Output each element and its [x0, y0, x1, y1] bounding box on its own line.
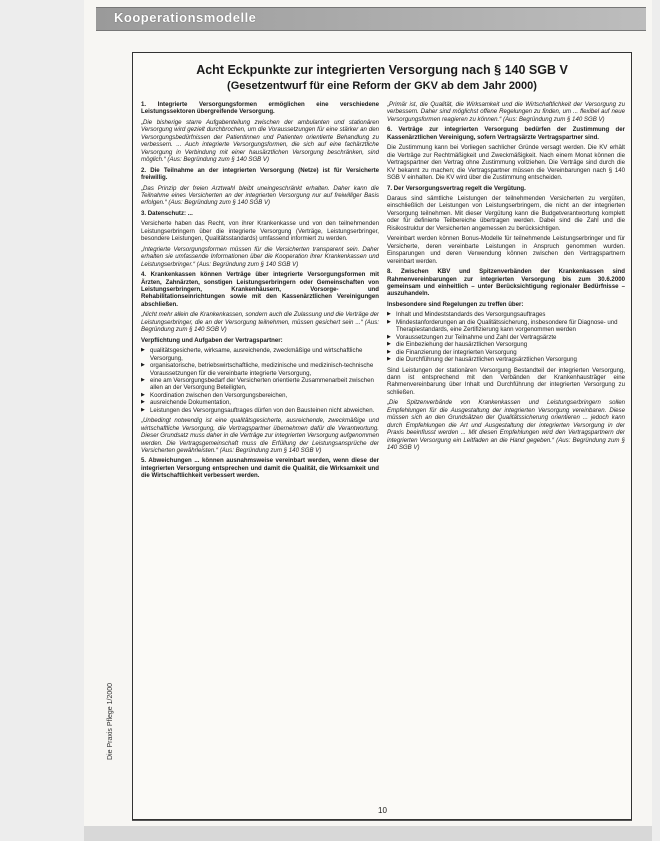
point-2-heading: 2. Die Teilnahme an der integrierten Versorgung (Netze) ist für Versicherte freiwillig.	[141, 166, 379, 182]
article-box	[132, 52, 632, 820]
point-8-heading: 8. Zwischen KBV und Spitzenverbänden der Krankenkassen sind Rahmenvereinbarungen zur integrierten Versorgung bis zum 30.6.2000 gemeinsam und einheitlich – unter Berücksichtigung regionaler Bedürfnisse – auszuhandeln.	[387, 268, 625, 298]
point-8-body: Sind Leistungen der stationären Versorgung Bestandteil der integrierten Versorgung, dann ist entsprechend mit den Verbänden der Krankenhausträger eine Rahmenvereinbarung über Inhalt und Durchführung der integrierten Versorgung zu schließen.	[387, 366, 625, 396]
article-subtitle: (Gesetzentwurf für eine Reform der GKV ab dem Jahr 2000)	[227, 80, 537, 92]
point-3-quote: „Integrierte Versorgungsformen müssen für die Versicherten transparent sein. Daher erhalten sie umfassende Informationen über die Kooperation ihrer Krankenkassen und Leistungserbringer.“ (Aus: Begründung zum § 140 SGB V)	[141, 245, 379, 268]
list-item: ▶ qualitätsgesicherte, wirksame, ausreichende, zweckmäßige und wirtschaftliche Versorgung,	[150, 347, 379, 362]
list-item: ▶ Leistungen des Versorgungsauftrages dürfen von den Bausteinen nicht abweichen.	[150, 407, 379, 414]
article-title: Acht Eckpunkte zur integrierten Versorgung nach § 140 SGB V	[196, 63, 568, 77]
list-item: ▶ ausreichende Dokumentation,	[150, 399, 379, 406]
bottom-rule	[132, 820, 632, 821]
point-3-heading: 3. Datenschutz: ...	[141, 209, 193, 217]
point-4-quote: „Nicht mehr allein die Krankenkassen, sondern auch die Zulassung und die Verträge der Leistungserbringer, die an der Versorgung teilnehmen, müssen gesichert sein ...“ (Aus: Begründung zum § 140 SGB V)	[141, 311, 379, 334]
point-4-quote-2: „Unbedingt notwendig ist eine qualitätsgesicherte, ausreichende, zweckmäßige und wirtschaftliche Versorgung, die Vertragspartner übernehmen dafür die Verantwortung. Dieser Grundsatz muss daher in die Verträge zur integrierten Versorgung aufgenommen werden. Die Vertragsgemeinschaft muss die Erfüllung der Leistungsansprüche der Versicherten gewährleisten.“ (Aus: Begründung zum § 140 SGB V)	[141, 417, 379, 455]
regulations-heading: Insbesondere sind Regelungen zu treffen über:	[387, 300, 524, 308]
left-column	[141, 101, 379, 815]
list-item: ▶ Voraussetzungen zur Teilnahme und Zahl der Vertragsärzte	[396, 334, 625, 341]
page-number: 10	[378, 806, 387, 815]
point-6-body: Die Zustimmung kann bei Vorliegen sachlicher Gründe versagt werden. Die KV erhält die Verträge zur Rechtmäßigkeit und Zweckmäßigkeit. Nach einem Monat können die Vertragspartner den Vertrag ohne Zustimmung vollziehen. Die Verträge sind durch die KV bekannt zu machen; die Vertragspartner müssen die Vereinbarungen nach § 140 SGB V einhalten. Die KV wird über die Zustimmung entscheiden.	[387, 144, 625, 182]
list-item: ▶ Koordination zwischen den Versorgungsbereichen,	[150, 392, 379, 399]
point-8-quote: „Die Spitzenverbände von Krankenkassen und Leistungserbringern sollen Empfehlungen für die Ausgestaltung der integrierten Versorgung vereinbaren. Diese müssen sich an den Grundsätzen der Qualitätssicherung orientieren ... jedoch kann durch Empfehlungen die Art und Ausgestaltung der integrierten Versorgung in der Praxis beeinflusst werden ... Mit diesen Empfehlungen wird den Vertragspartnern der integrierten Versorgung ein Leitfaden an die Hand gegeben.“ (Aus: Begründung zum § 140 SGB V)	[387, 399, 625, 452]
obligations-heading: Verpflichtung und Aufgaben der Vertragspartner:	[141, 336, 283, 344]
list-item: ▶ die Durchführung der hausärztlichen vertragsärztlichen Versorgung	[396, 356, 625, 363]
page-shadow	[84, 826, 652, 841]
section-header	[96, 7, 646, 31]
point-4-heading: 4. Krankenkassen können Verträge über integrierte Versorgungsformen mit Ärzten, Zahnärzten, sonstigen Leistungserbringern oder Gemeinschaften von Leistungserbringern, Krankenhäusern, Vorsorge- und Rehabilitationseinrichtungen sowie mit den Kassenärztlichen Vereinigungen abschließen.	[141, 271, 379, 308]
right-column	[387, 101, 625, 815]
obligations-list	[141, 347, 379, 414]
point-7-heading: 7. Der Versorgungsvertrag regelt die Vergütung.	[387, 184, 526, 192]
point-3-body: Versicherte haben das Recht, von ihrer Krankenkasse und von den teilnehmenden Leistungserbringern über die integrierte Versorgung (Verträge, Leistungserbringer, besondere Leistungen, Qualitätsstandards) umfassend informiert zu werden.	[141, 220, 379, 243]
list-item: ▶ organisatorische, betriebswirtschaftliche, medizinische und medizinisch-technische Voraussetzungen für die vereinbarte integrierte Versorgung,	[150, 362, 379, 377]
list-item: ▶ Mindestanforderungen an die Qualitätssicherung, insbesondere für Diagnose- und Therapiestandards, eine Zertifizierung kann vorgenommen werden	[396, 319, 625, 334]
list-item: ▶ Inhalt und Mindeststandards des Versorgungsauftrages	[396, 311, 625, 318]
section-title: Kooperationsmodelle	[114, 10, 257, 25]
point-5-quote: „Primär ist, die Qualität, die Wirksamkeit und die Wirtschaftlichkeit der Versorgung zu verbessern. Daher sind möglichst offene Regelungen zu finden, um ... flexibel auf neue Versorgungsformen reagieren zu können.“ (Aus: Begründung zum § 140 SGB V)	[387, 101, 625, 123]
regulations-list	[387, 311, 625, 363]
point-5-heading: 5. Abweichungen ... können ausnahmsweise vereinbart werden, wenn diese der integrierten Versorgung entsprechen und damit die Qualität, die Wirksamkeit und die Wirtschaftlichkeit verbessert werden.	[141, 457, 379, 480]
side-credit: Die Praxis Pflege 1/2000	[107, 682, 114, 760]
list-item: ▶ eine am Versorgungsbedarf der Versicherten orientierte Zusammenarbeit zwischen allen an der Versorgung Beteiligten,	[150, 377, 379, 392]
point-2-quote: „Das Prinzip der freien Arztwahl bleibt uneingeschränkt erhalten. Daher kann die Teilnahme eines Versicherten an der integrierten Versorgung nur auf freiwilliger Basis erfolgen.“ (Aus: Begründung zum § 140 SGB V)	[141, 184, 379, 207]
point-7-body: Daraus sind sämtliche Leistungen der teilnehmenden Versicherten zu vergüten, einschließlich der Leistungen von Leistungserbringern, die nicht an der integrierten Versorgung teilnehmen. Mit dieser Vergütung kann die Budgetverantwortung komplett oder für definierte Teilbereiche übertragen werden. Dabei sind die Zahl und die Risikostruktur der Versicherten angemessen zu berücksichtigen.	[387, 194, 625, 232]
point-7-body-2: Vereinbart werden können Bonus-Modelle für teilnehmende Leistungserbringer und für Versicherte, deren vereinbarte Leistungen in Anspruch genommen wurden. Einsparungen und deren Verwendung können zwischen den Vertragspartnern vereinbart werden.	[387, 235, 625, 265]
list-item: ▶ die Finanzierung der integrierten Versorgung	[396, 349, 625, 356]
point-1-quote: „Die bisherige starre Aufgabenteilung zwischen der ambulanten und stationären Versorgung wird gezielt durchbrochen, um die Voraussetzungen für eine stärker an den Versorgungsbedürfnissen der Patientinnen und Patienten orientierte Behandlung zu verbessern. ... Auch integrierte Versorgungsformen, die sich auf eine fachärztliche Versorgung in Verbindung mit einer hausärztlichen Versorgung beschränken, sind möglich.“ (Aus: Begründung zum § 140 SGB V)	[141, 118, 379, 164]
list-item: ▶ die Einbeziehung der hausärztlichen Versorgung	[396, 341, 625, 348]
point-6-heading: 6. Verträge zur integrierten Versorgung bedürfen der Zustimmung der Kassenärztlichen Vereinigung, sofern Vertragsärzte Vertragspartner sind.	[387, 126, 625, 141]
point-1-heading: 1. Integrierte Versorgungsformen ermöglichen eine verschiedene Leistungssektoren übergreifende Versorgung.	[141, 101, 379, 116]
